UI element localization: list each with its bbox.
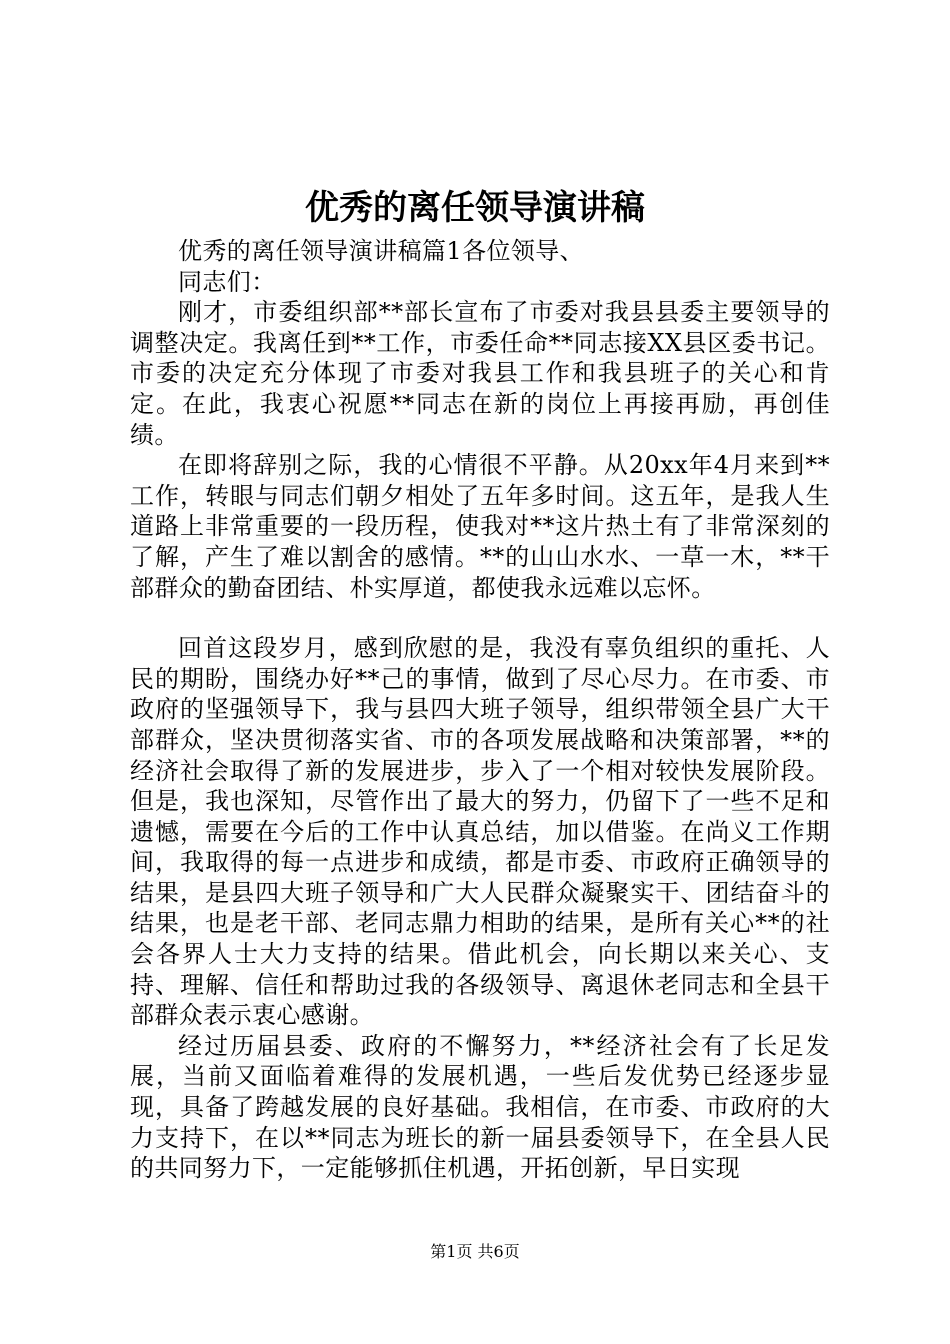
document-body — [130, 236, 830, 1184]
document-title: 优秀的离任领导演讲稿 — [305, 188, 645, 228]
page-number-footer: 第1页 共6页 — [430, 1242, 520, 1261]
paragraph-intro: 优秀的离任领导演讲稿篇1各位领导、 — [178, 237, 585, 265]
paragraph: 在即将辞别之际，我的心情很不平静。从20xx年4月来到**工作，转眼与同志们朝夕相处了五年多时间。这五年，是我人生道路上非常重要的一段历程，使我对**这片热土有了非常深刻的了解，产生了难以割舍的感情。**的山山水水、一草一木，**干部群众的勤奋团结、朴实厚道，都使我永远难以忘怀。 — [130, 451, 830, 602]
paragraph: 刚才，市委组织部**部长宣布了市委对我县县委主要领导的调整决定。我离任到**工作，市委任命**同志接XX县区委书记。市委的决定充分体现了市委对我县工作和我县班子的关心和肯定。在此，我衷心祝愿**同志在新的岗位上再接再励，再创佳绩。 — [130, 298, 830, 449]
paragraph: 经过历届县委、政府的不懈努力，**经济社会有了长足发展，当前又面临着难得的发展机遇，一些后发优势已经逐步显现，具备了跨越发展的良好基础。我相信，在市委、市政府的大力支持下，在以**同志为班长的新一届县委领导下，在全县人民的共同努力下，一定能够抓住机遇，开拓创新，早日实现 — [130, 1031, 830, 1183]
paragraph-salutation: 同志们： — [178, 267, 276, 296]
paragraph: 回首这段岁月，感到欣慰的是，我没有辜负组织的重托、人民的期盼，围绕办好**己的事情，做到了尽心尽力。在市委、市政府的坚强领导下，我与县四大班子领导，组织带领全县广大干部群众，坚决贯彻落实省、市的各项发展战略和决策部署，**的经济社会取得了新的发展进步，步入了一个相对较快发展阶段。但是，我也深知，尽管作出了最大的努力，仍留下了一些不足和遗憾，需要在今后的工作中认真总结，加以借鉴。在尚义工作期间，我取得的每一点进步和成绩，都是市委、市政府正确领导的结果，是县四大班子领导和广大人民群众凝聚实干、团结奋斗的结果，也是老干部、老同志鼎力相助的结果，是所有关心**的社会各界人士大力支持的结果。借此机会，向长期以来关心、支持、理解、信任和帮助过我的各级领导、离退休老同志和全县干部群众表示衷心感谢。 — [130, 634, 830, 1030]
